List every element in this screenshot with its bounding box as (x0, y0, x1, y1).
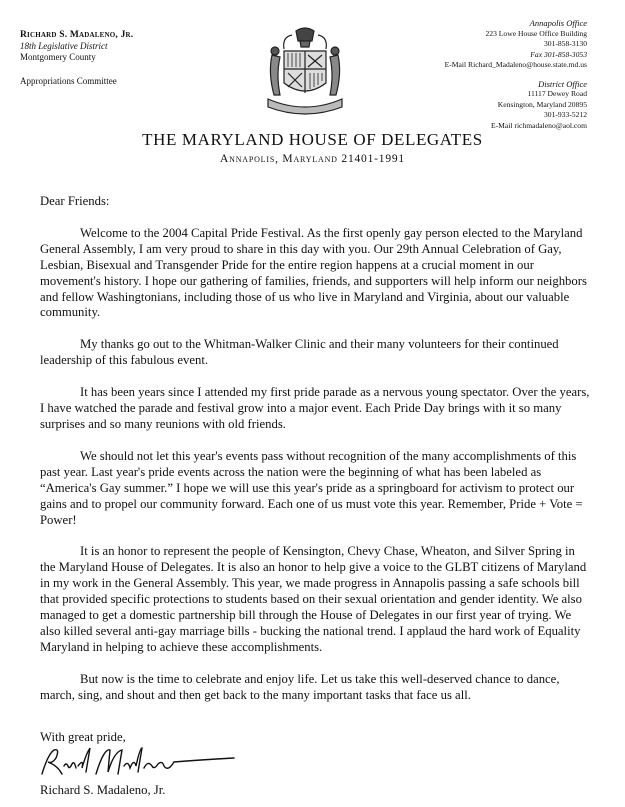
letterhead-right (407, 18, 587, 131)
district-office-phone: 301-933-5212 (543, 110, 587, 119)
delegate-name: Richard S. Madaleno, Jr. (20, 30, 134, 40)
annapolis-office-phone: 301-858-3130 (543, 39, 587, 48)
paragraph-representation: It is an honor to represent the people of Kensington, Chevy Chase, Wheaton, and Silver Spring in the Maryland House of Delegates. It is also an honor to help give a voice to the GLBT citizens of Maryland in my work in the General Assembly. This year, we made progress in Annapolis passing a safe schools bill that provided specific protections to students based on their sexual orientation and gender identity. We also managed to get a domestic partnership bill through the House of Delegates in our first year of trying. We also killed several anti-gay marriage bills - bucking the national trend. I applaud the hard work of Equality Maryland in helping to achieve these accomplishments. (40, 544, 587, 654)
paragraph-accomplishments: We should not let this year's events pass without recognition of the many accomplishments of this past year. Last year's pride events across the nation were the beginning of what has been labeled as “America's Gay summer.” I hope we will use this year's pride as a springboard for activism to protect our gains and to propel our community forward. Each one of us must vote this year. Remember, Pride + Vote = Power! (40, 448, 583, 527)
handwritten-signature (38, 744, 238, 780)
annapolis-office-fax: Fax 301-858-3053 (530, 49, 587, 59)
district-office-email: E-Mail richmadaleno@aol.com (491, 120, 587, 130)
letterhead-left (20, 30, 133, 87)
annapolis-office-address: 223 Lowe House Office Building (485, 28, 587, 38)
city-heading: Annapolis, Maryland 21401-1991 (220, 153, 405, 165)
paragraph-history: It has been years since I attended my first pride parade as a nervous young spectator. Over the years, I have watched the parade and festival grow into a major event. Each Pride Day brings with it so many surprises and so many reunions with old friends. (40, 385, 590, 431)
paragraph-welcome: Welcome to the 2004 Capital Pride Festival. As the first openly gay person elected to the Maryland General Assembly, I am very proud to share in this day with you. Our 29th Annual Celebration of Gay, Lesbian, Bisexual and Transgender Pride for the entire region happens at a crucial moment in our movement's history. I hope our gathering of families, friends, and supporters will help inform our neighbors and fellow Washingtonians, including those of us who live in Maryland and Virginia, about our valuable community. (40, 225, 587, 320)
district-label: 18th Legislative District (20, 41, 108, 51)
district-office-address: 11117 Dewey Road (527, 89, 587, 98)
letter-body (40, 194, 592, 720)
salutation: Dear Friends: (40, 194, 110, 208)
paragraph-celebrate: But now is the time to celebrate and enjoy life. Let us take this well-deserved chance to dance, march, sing, and shout and then get back to the many important tasks that face us all. (40, 671, 560, 702)
signer-name: Richard S. Madaleno, Jr. (40, 783, 166, 797)
closing: With great pride, (40, 730, 126, 744)
house-name-heading: THE MARYLAND HOUSE OF DELEGATES (142, 130, 483, 149)
committee-label: Appropriations Committee (20, 76, 117, 86)
maryland-seal-icon (262, 25, 348, 123)
district-office-title: District Office (538, 78, 587, 89)
paragraph-thanks: My thanks go out to the Whitman-Walker Clinic and their many volunteers for their continued leadership of this fabulous event. (40, 337, 559, 368)
annapolis-office-title: Annapolis Office (529, 18, 587, 28)
county-label: Montgomery County (20, 52, 96, 62)
district-office-city: Kensington, Maryland 20895 (497, 99, 587, 109)
annapolis-office-email: E-Mail Richard_Madaleno@house.state.md.us (444, 60, 587, 69)
